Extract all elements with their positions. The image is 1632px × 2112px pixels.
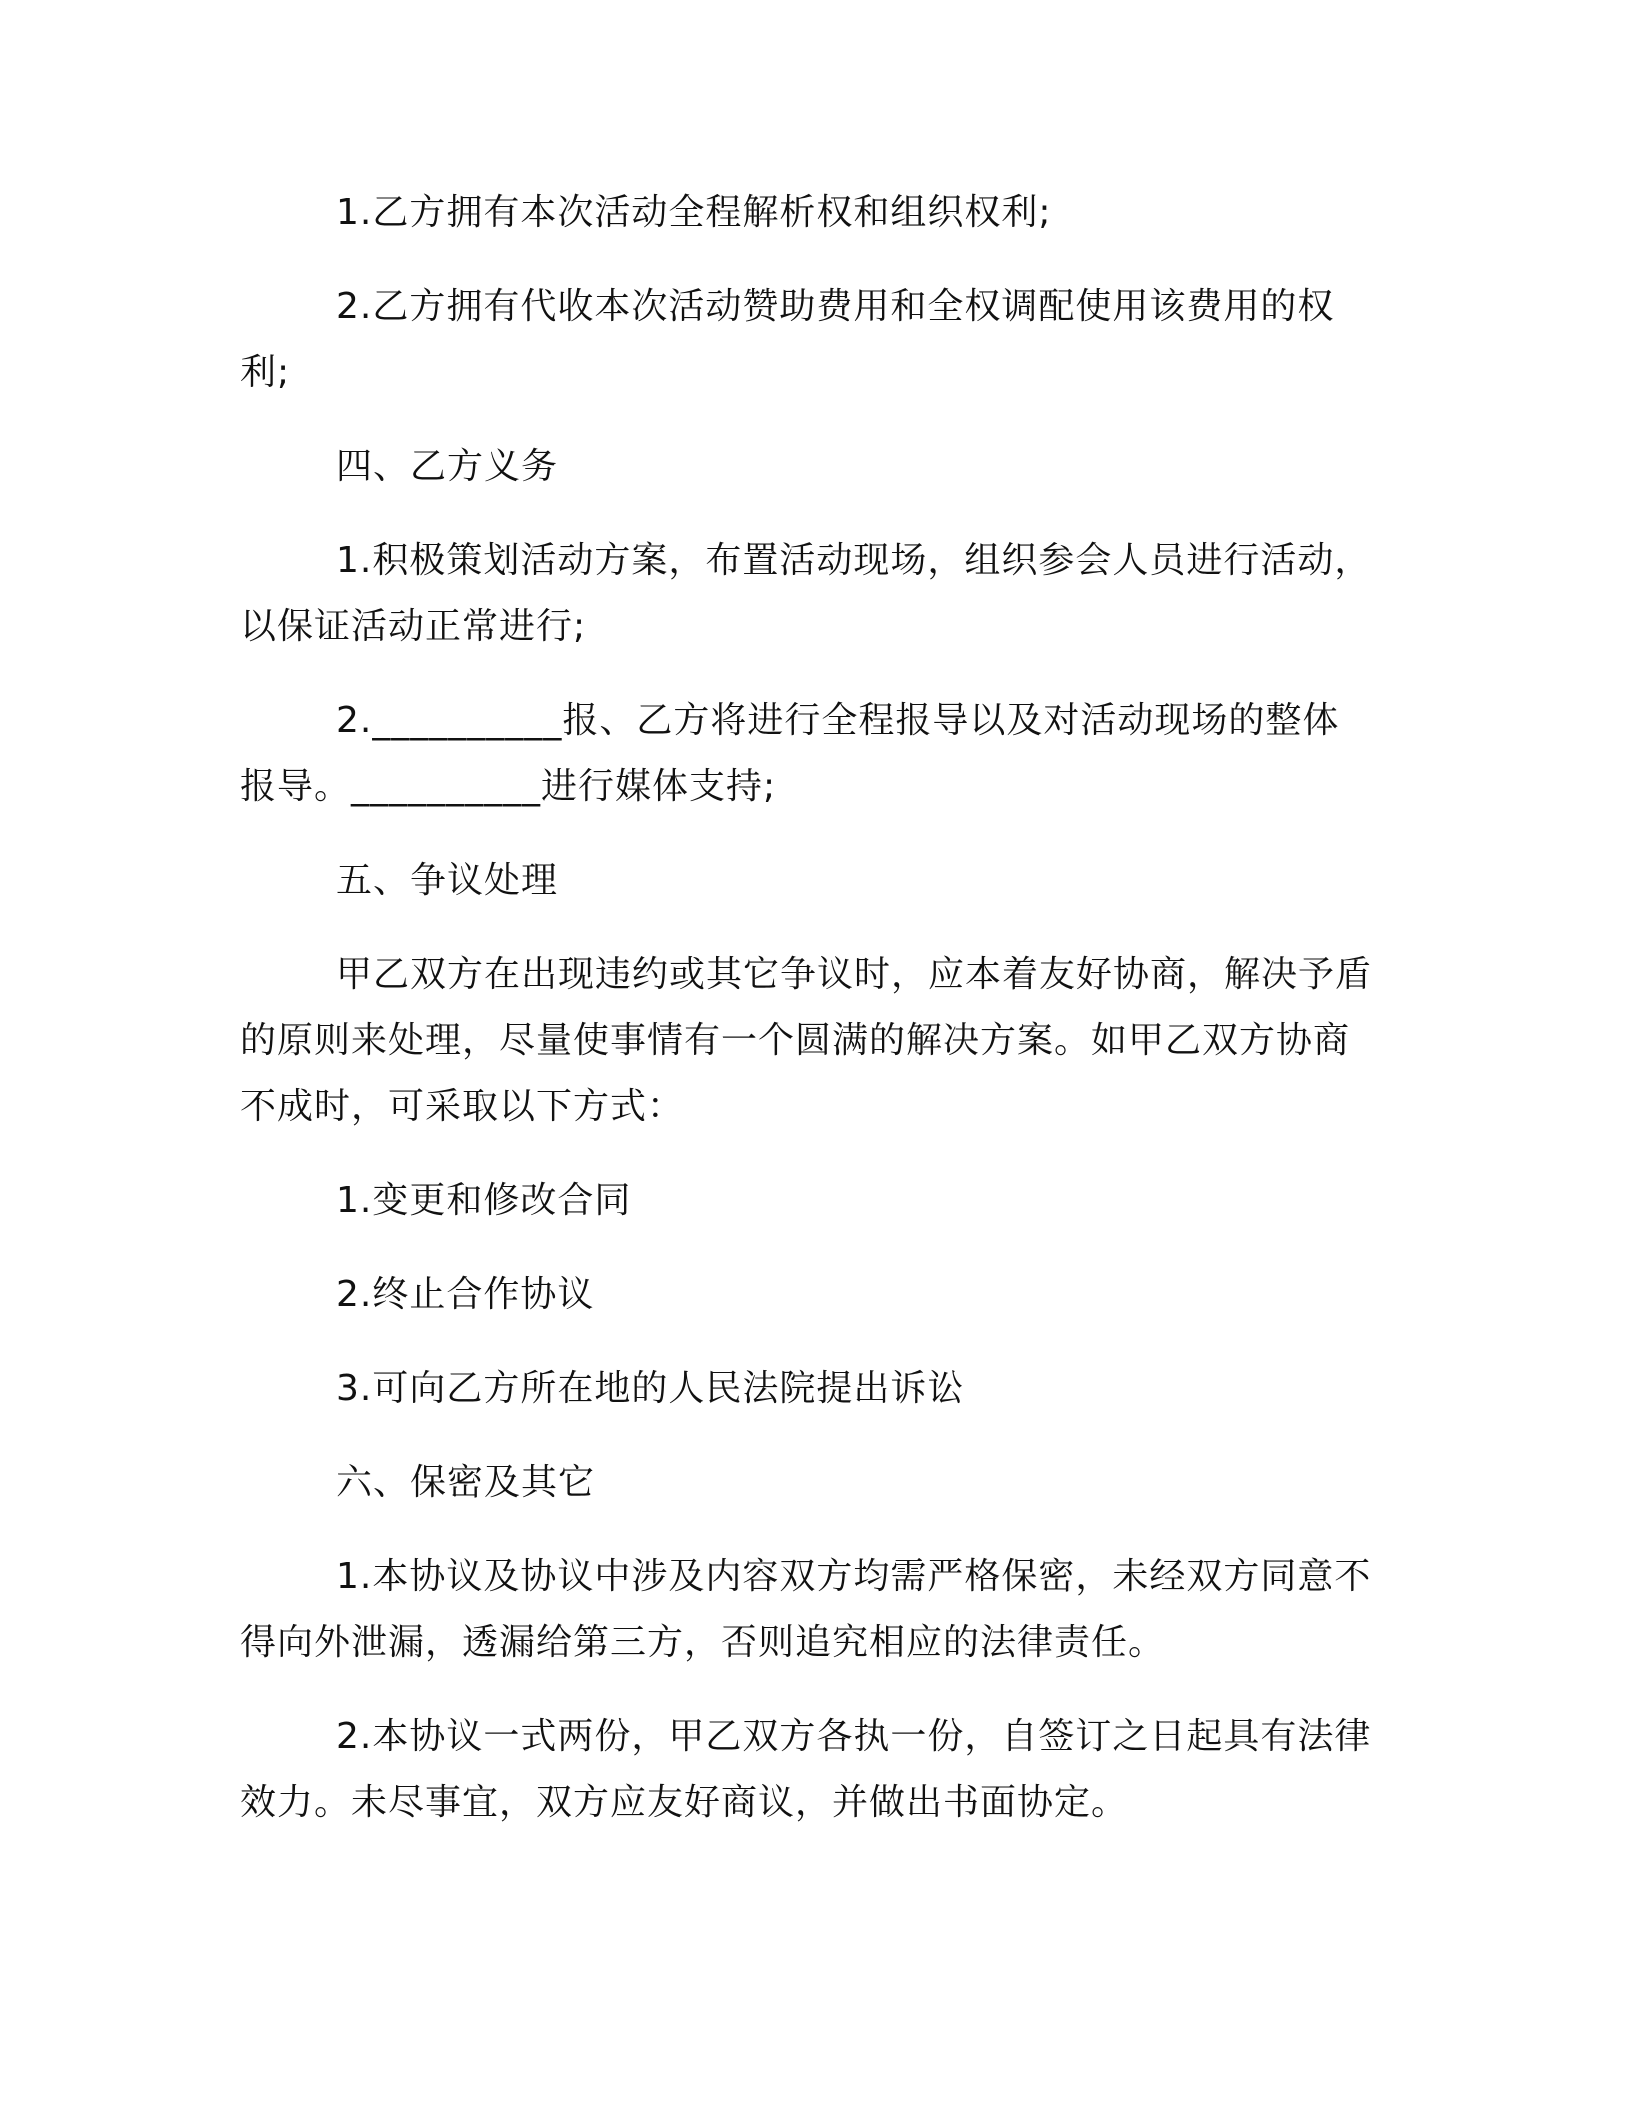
paragraph-dispute-option-2: 2.终止合作协议	[336, 1274, 595, 1315]
section-heading-4: 四、乙方义务	[336, 446, 559, 487]
document-page	[240, 180, 1376, 1864]
paragraph-dispute: 甲乙双方在出现违约或其它争议时，应本着友好协商，解决予盾的原则来处理，尽量使事情有一个圆满的解决方案。如甲乙双方协商不成时，可采取以下方式：	[240, 954, 1373, 1127]
paragraph-duty-2: 2.__________报、乙方将进行全程报导以及对活动现场的整体报导。__________进行媒体支持;	[240, 700, 1340, 807]
section-heading-5: 五、争议处理	[336, 860, 559, 901]
paragraph-confidential-1: 1.本协议及协议中涉及内容双方均需严格保密，未经双方同意不得向外泄漏，透漏给第三方，否则追究相应的法律责任。	[240, 1556, 1372, 1663]
paragraph-duty-1: 1.积极策划活动方案，布置活动现场，组织参会人员进行活动，以保证活动正常进行;	[240, 540, 1372, 647]
paragraph-dispute-option-1: 1.变更和修改合同	[336, 1180, 632, 1221]
paragraph-rights-2: 2.乙方拥有代收本次活动赞助费用和全权调配使用该费用的权利;	[240, 286, 1335, 393]
section-heading-6: 六、保密及其它	[336, 1462, 596, 1503]
paragraph-dispute-option-3: 3.可向乙方所在地的人民法院提出诉讼	[336, 1368, 965, 1409]
paragraph-confidential-2: 2.本协议一式两份，甲乙双方各执一份，自签订之日起具有法律效力。未尽事宜，双方应友好商议，并做出书面协定。	[240, 1716, 1372, 1823]
paragraph-rights-1: 1.乙方拥有本次活动全程解析权和组织权利;	[336, 192, 1052, 233]
